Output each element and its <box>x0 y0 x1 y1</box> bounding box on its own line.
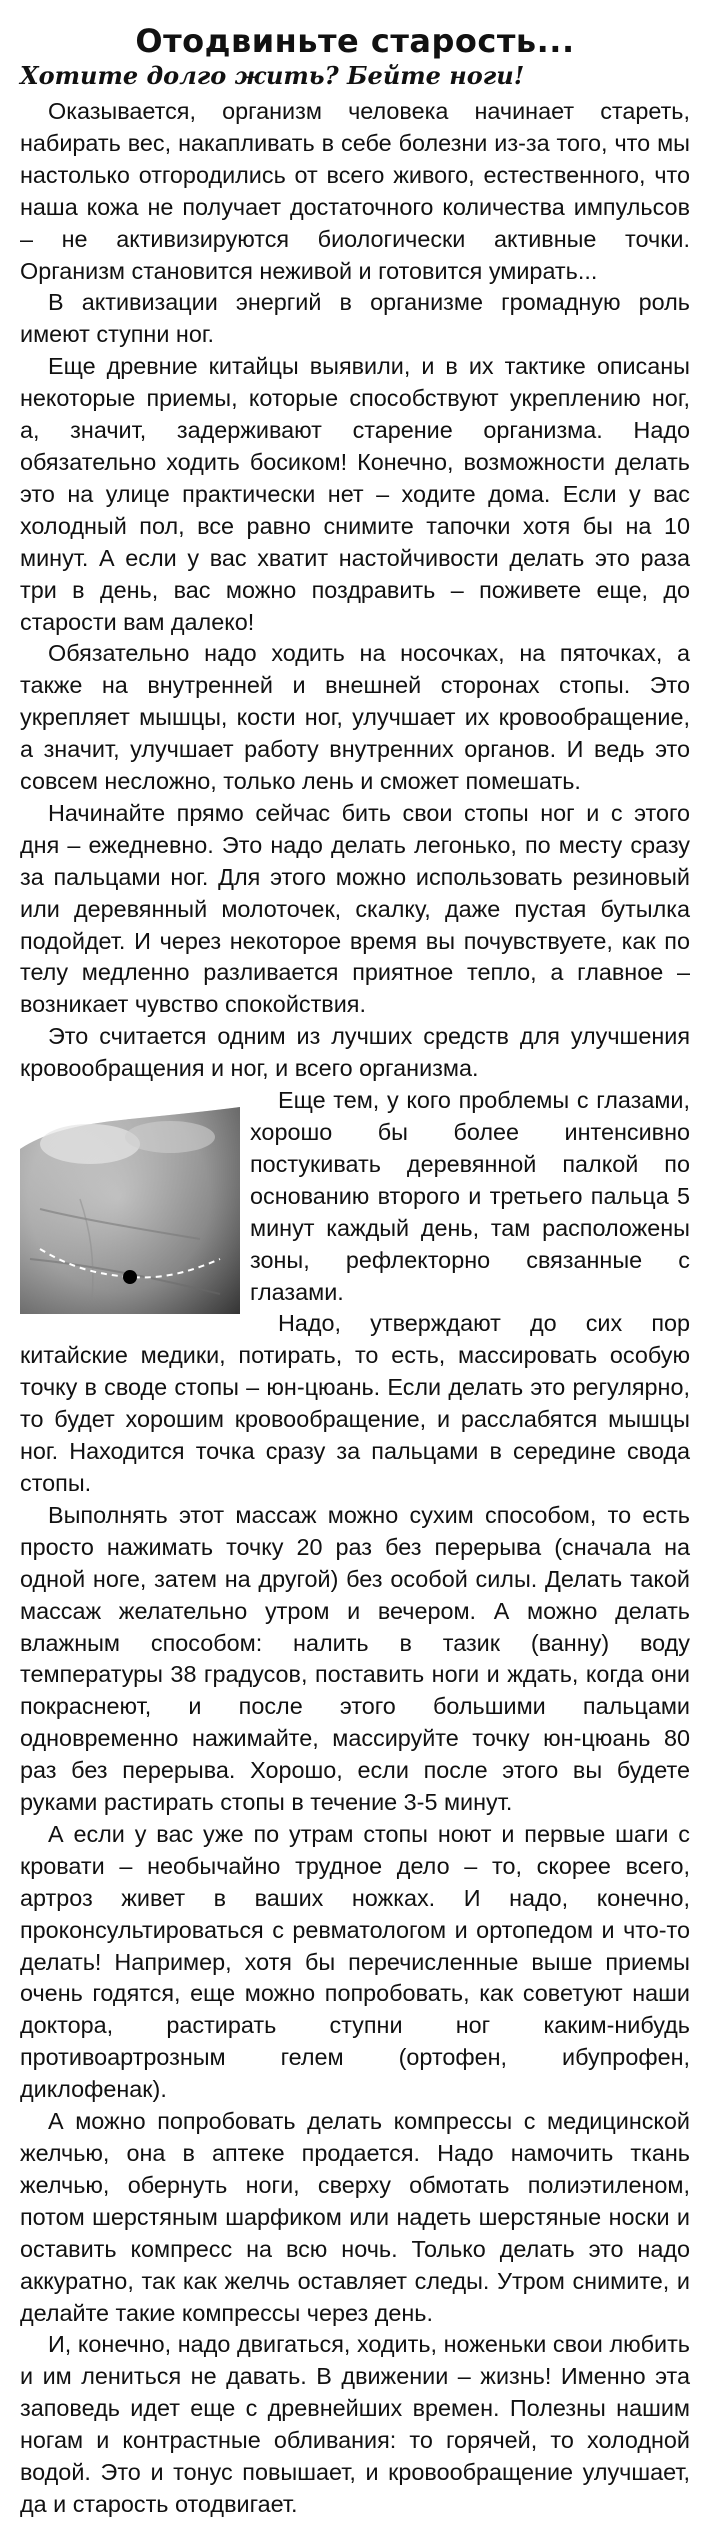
paragraph: И, конечно, надо двигаться, ходить, ноженьки свои любить и им лениться не давать. В движении – жизнь! Именно эта заповедь идет еще с древнейших времен. Полезны нашим ногам и контрастные обливания: то горячей, то холодной водой. Это и тонус повышает, и кровообращение улучшает, да и старость отодвигает. <box>20 2331 690 2517</box>
paragraph: В активизации энергий в организме громадную роль имеют ступни ног. <box>20 289 690 348</box>
paragraph: Оказывается, организм человека начинает стареть, набирать вес, накапливать в себе болезни из-за того, что мы настолько отгородились от всего живого, естественного, что наша кожа не получает достаточного количества импульсов – не активизируются биологически активные точки. Организм становится неживой и готовится умирать... <box>20 98 690 284</box>
paragraph: А можно попробовать делать компрессы с медицинской желчью, она в аптеке продается. Надо намочить ткань желчью, обернуть ноги, сверху обмотать полиэтиленом, потом шерстяным шарфиком или надеть шерстяные носки и оставить компресс на всю ночь. Только делать это надо аккуратно, так как желчь оставляет следы. Утром снимите, и делайте такие компрессы через день. <box>20 2108 690 2326</box>
paragraph: А если у вас уже по утрам стопы ноют и первые шаги с кровати – необычайно трудное дело – то, скорее всего, артроз живет в ваших ножках. И надо, конечно, проконсультироваться с ревматологом и ортопедом и что-то делать! Например, хотя бы перечисленные выше приемы очень годятся, еще можно попробовать, как советуют наши доктора, растирать ступни ног каким-нибудь противоартрозным гелем (ортофен, ибупрофен, диклофенак). <box>20 1820 690 2103</box>
paragraph: Надо, утверждают до сих пор китайские медики, потирать, то есть, массировать особую точку в своде стопы – юн-цюань. Если делать это регулярно, то будет хорошим кровообращение, и расслабятся мышцы ног. Находится точка сразу за пальцами в середине свода стопы. <box>20 1310 690 1496</box>
paragraph: Выполнять этот массаж можно сухим способом, то есть просто нажимать точку 20 раз без перерыва (сначала на одной ноге, затем на другой) без особой силы. Делать такой массаж желательно утром и вечером. А можно делать влажным способом: налить в тазик (ванну) воду температуры 38 градусов, поставить ноги и ждать, когда они покраснеют, и после этого большими пальцами одновременно нажимайте, массируйте точку юн-цюань 80 раз без перерыва. Хорошо, если после этого вы будете руками растирать стопы в течение 3-5 минут. <box>20 1501 690 1816</box>
paragraph: Это считается одним из лучших средств для улучшения кровообращения и ног, и всего организма. <box>20 1023 690 1082</box>
foot-sole-photo <box>20 1089 240 1334</box>
foot-sole-illustration <box>20 1089 240 1334</box>
paragraph: Обязательно надо ходить на носочках, на пяточках, а также на внутренней и внешней сторонах стопы. Это укрепляет мышцы, кости ног, улучшает их кровообращение, а значит, улучшает работу внутренних органов. И ведь это совсем несложно, только лень и сможет помешать. <box>20 640 690 795</box>
article-title: Отодвиньте старость... <box>135 22 575 60</box>
paragraph: Еще древние китайцы выявили, и в их тактике описаны некоторые приемы, которые способствуют укреплению ног, а, значит, задерживают старение организма. Надо обязательно ходить босиком! Конечно, возможности делать это на улице практически нет – ходите дома. Если у вас холодный пол, все равно снимите тапочки хотя бы на 10 минут. А если у вас хватит настойчивости делать это раза три в день, вас можно поздравить – поживете еще, до старости вам далеко! <box>20 353 690 635</box>
article-body <box>20 96 690 2521</box>
article-subtitle: Хотите долго жить? Бейте ноги! <box>20 61 525 90</box>
paragraph: Начинайте прямо сейчас бить свои стопы ног и с этого дня – ежедневно. Это надо делать легонько, по месту сразу за пальцами ног. Для этого можно использовать резиновый или деревянный молоточек, скалку, даже пустая бутылка подойдет. И через некоторое время вы почувствуете, как по телу медленно разливается приятное тепло, а главное – возникает чувство спокойствия. <box>20 799 690 1018</box>
paragraph: Еще тем, у кого проблемы с глазами, хорошо бы более интенсивно постукивать деревянной палкой по основанию второго и третьего пальца 5 минут каждый день, там расположены зоны, рефлекторно связанные с глазами. <box>250 1087 690 1305</box>
acupoint-marker <box>123 1270 137 1284</box>
